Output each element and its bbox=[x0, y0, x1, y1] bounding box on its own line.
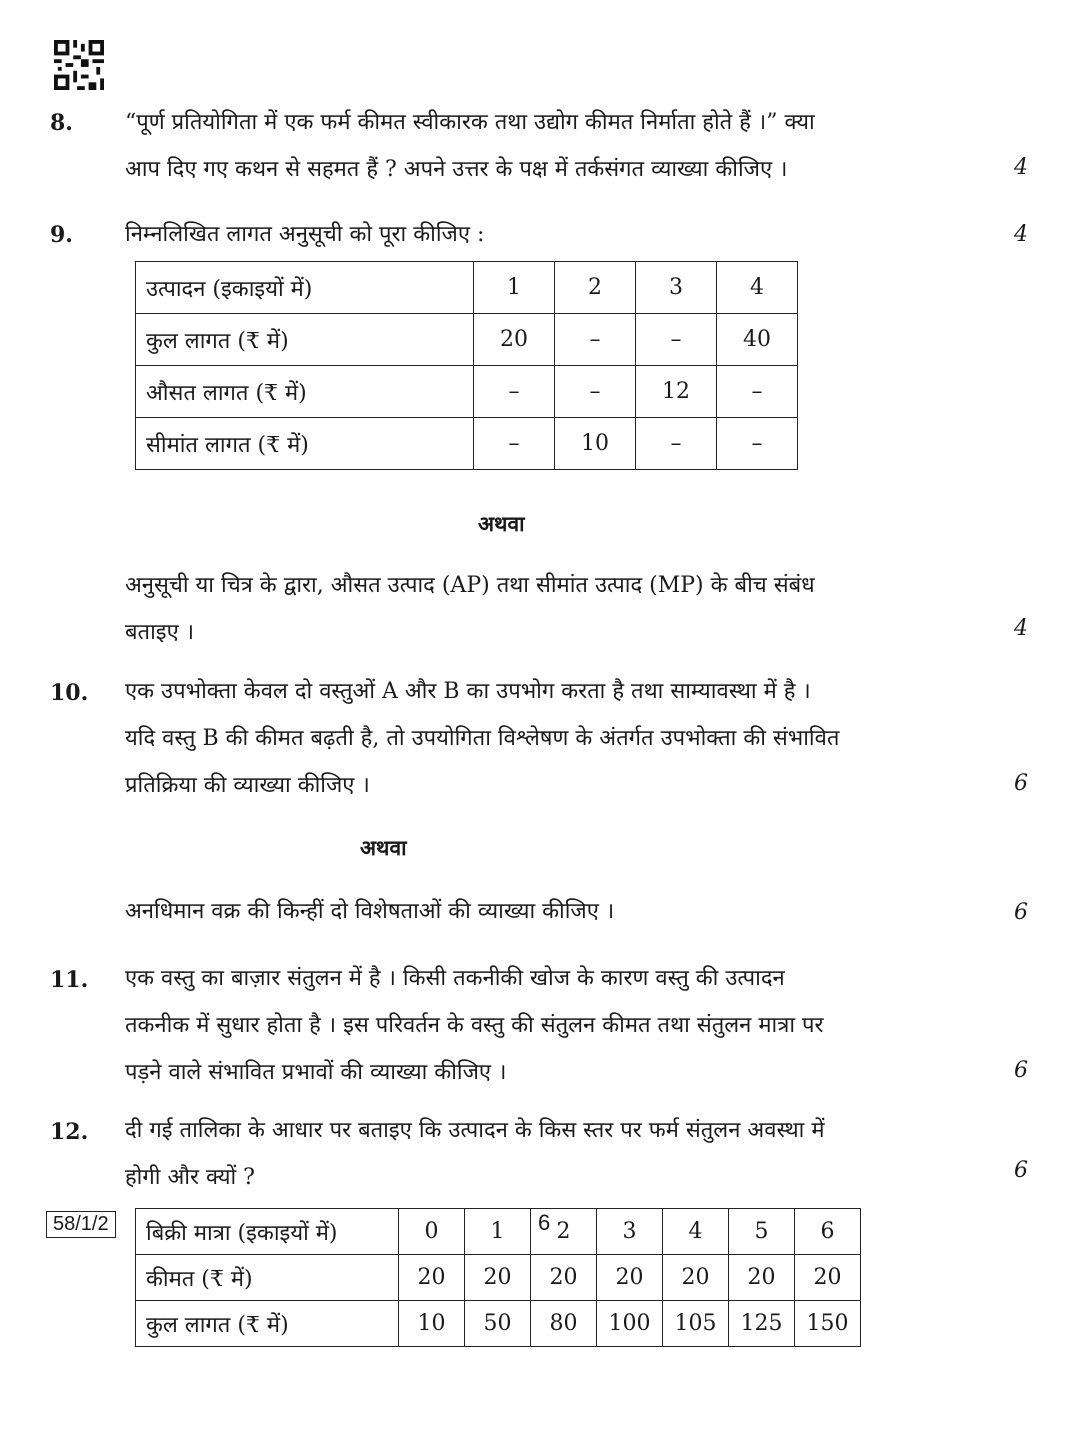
table-cell: 20 bbox=[531, 1255, 597, 1301]
question-10-number: 10. bbox=[50, 680, 89, 706]
page-number: 6 bbox=[538, 1210, 551, 1235]
table-cell: 4 bbox=[717, 262, 798, 314]
question-9-alt-line-2: बताइए । bbox=[125, 620, 195, 645]
table-cell: 5 bbox=[729, 1209, 795, 1255]
table-cell: 80 bbox=[531, 1301, 597, 1347]
table-row-label: कुल लागत (₹ में) bbox=[136, 1301, 399, 1347]
question-9-text: निम्नलिखित लागत अनुसूची को पूरा कीजिए : bbox=[125, 222, 485, 247]
table-cell: 20 bbox=[399, 1255, 465, 1301]
table-row bbox=[136, 366, 798, 418]
table-row-label: सीमांत लागत (₹ में) bbox=[136, 418, 474, 470]
table-cell: 50 bbox=[465, 1301, 531, 1347]
table-cell: 3 bbox=[597, 1209, 663, 1255]
question-12-marks: 6 bbox=[1014, 1158, 1028, 1183]
question-9-alt-line-1: अनुसूची या चित्र के द्वारा, औसत उत्पाद (AP) तथा सीमांत उत्पाद (MP) के बीच संबंध bbox=[125, 573, 815, 598]
question-11-line-1: एक वस्तु का बाज़ार संतुलन में है । किसी तकनीकी खोज के कारण वस्तु की उत्पादन bbox=[125, 966, 785, 991]
table-cell: 100 bbox=[597, 1301, 663, 1347]
table-cell: 1 bbox=[465, 1209, 531, 1255]
question-12-line-1: दी गई तालिका के आधार पर बताइए कि उत्पादन के किस स्तर पर फर्म संतुलन अवस्था में bbox=[125, 1118, 825, 1143]
paper-code: 58/1/2 bbox=[46, 1211, 116, 1238]
question-12-text bbox=[125, 1107, 970, 1201]
table-row bbox=[136, 262, 798, 314]
table-cell: 150 bbox=[795, 1301, 861, 1347]
or-divider-9: अथवा bbox=[478, 511, 525, 536]
qr-code-icon bbox=[53, 40, 105, 90]
question-8-text bbox=[125, 99, 970, 193]
table-row-label: कीमत (₹ में) bbox=[136, 1255, 399, 1301]
table-cell: 20 bbox=[465, 1255, 531, 1301]
question-11-text bbox=[125, 955, 970, 1096]
table-row bbox=[136, 1301, 861, 1347]
question-12-line-2: होगी और क्यों ? bbox=[125, 1165, 255, 1190]
table-cell: – bbox=[636, 418, 717, 470]
sales-cost-table bbox=[135, 1208, 861, 1347]
table-cell: 2 bbox=[555, 262, 636, 314]
table-cell: 40 bbox=[717, 314, 798, 366]
question-10-text bbox=[125, 668, 970, 809]
question-9-alternative bbox=[125, 562, 970, 656]
table-cell: 20 bbox=[663, 1255, 729, 1301]
question-9-marks: 4 bbox=[1014, 222, 1028, 247]
question-8-number: 8. bbox=[50, 110, 73, 136]
table-cell: 20 bbox=[597, 1255, 663, 1301]
table-cell: – bbox=[474, 366, 555, 418]
question-11-line-3: पड़ने वाले संभावित प्रभावों की व्याख्या कीजिए । bbox=[125, 1060, 507, 1085]
question-10-line-2: यदि वस्तु B की कीमत बढ़ती है, तो उपयोगिता विश्लेषण के अंतर्गत उपभोक्ता की संभावित bbox=[125, 726, 840, 751]
table-row-label: कुल लागत (₹ में) bbox=[136, 314, 474, 366]
table-row-label: बिक्री मात्रा (इकाइयों में) bbox=[136, 1209, 399, 1255]
table-cell: – bbox=[474, 418, 555, 470]
table-cell: 10 bbox=[555, 418, 636, 470]
cost-schedule-table bbox=[135, 261, 798, 470]
table-cell: – bbox=[555, 314, 636, 366]
question-10-alternative: अनधिमान वक्र की किन्हीं दो विशेषताओं की व्याख्या कीजिए । bbox=[125, 899, 615, 924]
table-cell: 105 bbox=[663, 1301, 729, 1347]
table-cell: 6 bbox=[795, 1209, 861, 1255]
question-9-alt-marks: 4 bbox=[1014, 616, 1028, 641]
table-row-label: औसत लागत (₹ में) bbox=[136, 366, 474, 418]
table-cell: 10 bbox=[399, 1301, 465, 1347]
table-cell: 12 bbox=[636, 366, 717, 418]
table-row bbox=[136, 1255, 861, 1301]
table-cell: 0 bbox=[399, 1209, 465, 1255]
table-cell: 1 bbox=[474, 262, 555, 314]
table-cell: 3 bbox=[636, 262, 717, 314]
question-9-number: 9. bbox=[50, 222, 73, 248]
question-8-line-1: “पूर्ण प्रतियोगिता में एक फर्म कीमत स्वीकारक तथा उद्योग कीमत निर्माता होते हैं ।” क्या bbox=[125, 110, 815, 135]
table-cell: 20 bbox=[474, 314, 555, 366]
table-cell: 4 bbox=[663, 1209, 729, 1255]
table-row-label: उत्पादन (इकाइयों में) bbox=[136, 262, 474, 314]
table-cell: 20 bbox=[729, 1255, 795, 1301]
question-10-line-1: एक उपभोक्ता केवल दो वस्तुओं A और B का उपभोग करता है तथा साम्यावस्था में है । bbox=[125, 679, 811, 704]
question-11-marks: 6 bbox=[1014, 1058, 1028, 1083]
table-row bbox=[136, 418, 798, 470]
table-cell: – bbox=[717, 366, 798, 418]
table-row bbox=[136, 314, 798, 366]
table-cell: – bbox=[636, 314, 717, 366]
table-row bbox=[136, 1209, 861, 1255]
table-cell: – bbox=[555, 366, 636, 418]
question-8-line-2: आप दिए गए कथन से सहमत हैं ? अपने उत्तर के पक्ष में तर्कसंगत व्याख्या कीजिए । bbox=[125, 157, 788, 182]
question-10-alt-marks: 6 bbox=[1014, 900, 1028, 925]
table-cell: – bbox=[717, 418, 798, 470]
question-8-marks: 4 bbox=[1014, 155, 1028, 180]
question-10-marks: 6 bbox=[1014, 771, 1028, 796]
question-10-line-3: प्रतिक्रिया की व्याख्या कीजिए । bbox=[125, 773, 370, 798]
question-12-number: 12. bbox=[50, 1119, 89, 1145]
table-cell: 20 bbox=[795, 1255, 861, 1301]
question-11-number: 11. bbox=[50, 967, 89, 993]
or-divider-10: अथवा bbox=[360, 835, 407, 860]
table-cell: 125 bbox=[729, 1301, 795, 1347]
table-cell: 2 bbox=[531, 1209, 597, 1255]
question-11-line-2: तकनीक में सुधार होता है । इस परिवर्तन के वस्तु की संतुलन कीमत तथा संतुलन मात्रा पर bbox=[125, 1013, 824, 1038]
